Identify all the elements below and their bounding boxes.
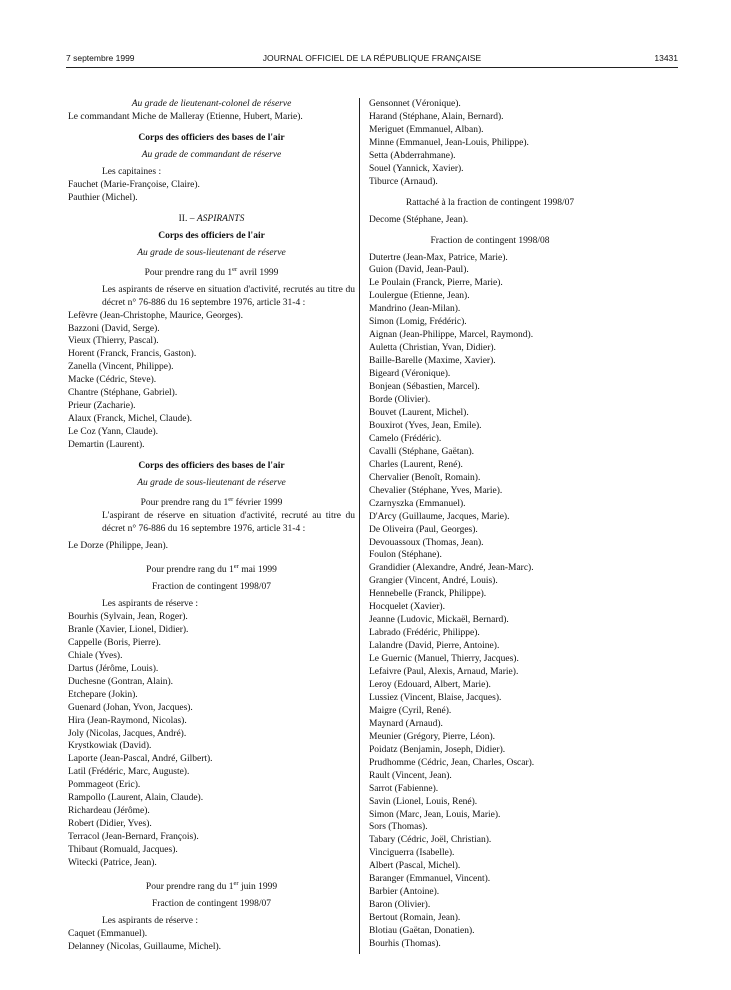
list-item: Cappelle (Boris, Pierre).	[68, 637, 161, 648]
list-item: Bourhis (Thomas).	[369, 939, 441, 950]
list-item: Minne (Emmanuel, Jean-Louis, Philippe).	[369, 137, 529, 148]
list-item: Caquet (Emmanuel).	[68, 929, 148, 939]
list-item: Harand (Stéphane, Alain, Bernard).	[369, 111, 504, 122]
decree-intro: Les aspirants de réserve en situation d'activité, recrutés au titre du décret n° 76-886 du 16 septembre 1976, article 31-4 :	[102, 284, 355, 308]
right-column	[369, 98, 611, 951]
list-item: Borde (Olivier).	[369, 395, 431, 406]
list-item: Branle (Xavier, Lionel, Didier).	[68, 624, 189, 635]
list-item: Horent (Franck, Francis, Gaston).	[68, 349, 197, 360]
list-item: Loulergue (Etienne, Jean).	[369, 291, 470, 302]
list-item: Setta (Abderrahmane).	[369, 150, 456, 161]
list-item: Bazzoni (David, Serge).	[68, 323, 160, 334]
list-item: Baron (Olivier).	[369, 900, 431, 911]
section-heading	[68, 213, 355, 226]
page-header	[66, 53, 678, 67]
list-item: Lefèvre (Jean-Christophe, Maurice, Georges).	[68, 310, 243, 321]
rank-date: Pour prendre rang du 1er avril 1999	[144, 265, 279, 278]
list-item: Blotiau (Gaëtan, Donatien).	[369, 926, 475, 937]
list-item: Lussiez (Vincent, Blaise, Jacques).	[369, 692, 502, 703]
officer-name: Le commandant Miche de Malleray (Etienne, Hubert, Marie).	[68, 111, 303, 122]
corps-heading: Corps des officiers des bases de l'air	[138, 132, 285, 143]
list-item: Grandidier (Alexandre, André, Jean-Marc).	[369, 563, 534, 574]
header-rule	[66, 67, 678, 68]
list-item: Bonjean (Sébastien, Marcel).	[369, 382, 480, 393]
name-list	[369, 98, 611, 189]
list-item: Labrado (Frédéric, Philippe).	[369, 628, 480, 639]
list-item: Bourhis (Sylvain, Jean, Roger).	[68, 611, 188, 622]
grade-heading: Au grade de commandant de réserve	[141, 149, 282, 160]
name-list	[68, 310, 355, 452]
list-intro: Les aspirants de réserve :	[102, 916, 199, 927]
list-item: Maigre (Cyril, René).	[369, 705, 452, 716]
list-item: Baranger (Emmanuel, Vincent).	[369, 874, 491, 885]
list-item: Savin (Lionel, Louis, René).	[369, 796, 478, 807]
list-item: Chervalier (Benoît, Romain).	[369, 472, 481, 483]
list-item: Guion (David, Jean-Paul).	[369, 265, 469, 276]
list-item: Bouvet (Laurent, Michel).	[369, 407, 469, 418]
list-item: Meunier (Grégory, Pierre, Léon).	[369, 731, 496, 742]
list-item: Hocquelet (Xavier).	[369, 602, 445, 613]
list-item: Robert (Didier, Yves).	[68, 819, 152, 830]
list-item: Auletta (Christian, Yvan, Didier).	[369, 343, 496, 354]
header-page-number: 13431	[654, 53, 678, 63]
list-item: Simon (Marc, Jean, Louis, Marie).	[369, 809, 501, 820]
list-item: Grangier (Vincent, André, Louis).	[369, 576, 498, 587]
list-item: Souel (Yannick, Xavier).	[369, 163, 464, 174]
list-item: Thibaut (Romuald, Jacques).	[68, 845, 178, 856]
list-item: Bertout (Romain, Jean).	[369, 913, 461, 924]
contingent-fraction: Fraction de contingent 1998/07	[152, 582, 271, 593]
decree-intro: L'aspirant de réserve en situation d'activité, recruté au titre du décret n° 76-886 du 16 septembre 1976, article 31-4 :	[102, 511, 355, 534]
list-item: Baille-Barelle (Maxime, Xavier).	[369, 356, 496, 367]
list-item: Prieur (Zacharie).	[68, 401, 136, 412]
list-item: D'Arcy (Guillaume, Jacques, Marie).	[369, 511, 510, 522]
list-item: Hira (Jean-Raymond, Nicolas).	[68, 715, 187, 726]
list-item: Prudhomme (Cédric, Jean, Charles, Oscar).	[369, 757, 535, 768]
corps-heading: Corps des officiers des bases de l'air	[138, 461, 285, 472]
name-list	[68, 611, 355, 870]
list-item: Vinciguerra (Isabelle).	[369, 848, 455, 859]
list-item: Simon (Lomig, Frédéric).	[369, 317, 467, 328]
list-item: Terracol (Jean-Bernard, François).	[68, 832, 199, 843]
list-item: Fauchet (Marie-Françoise, Claire).	[68, 179, 200, 190]
list-item: Le Guernic (Manuel, Thierry, Jacques).	[369, 654, 519, 665]
list-item: Cavalli (Stéphane, Gaëtan).	[369, 446, 474, 457]
list-item: Sarrot (Fabienne).	[369, 783, 439, 794]
list-item: Chiale (Yves).	[68, 650, 123, 661]
list-item: Tabary (Cédric, Joël, Christian).	[369, 835, 492, 846]
list-item: Camelo (Frédéric).	[369, 433, 442, 444]
list-item: Le Poulain (Franck, Pierre, Marie).	[369, 278, 503, 289]
list-item: Dartus (Jérôme, Louis).	[68, 663, 159, 674]
list-item: Latil (Frédéric, Marc, Auguste).	[68, 767, 190, 778]
list-item: Vieux (Thierry, Pascal).	[68, 336, 159, 347]
list-item: Devouassoux (Thomas, Jean).	[369, 537, 484, 548]
section-number: II. –	[178, 213, 197, 224]
list-item: Chevalier (Stéphane, Yves, Marie).	[369, 485, 503, 496]
list-item: Zanella (Vincent, Philippe).	[68, 362, 174, 373]
list-item: Jeanne (Ludovic, Mickaël, Bernard).	[369, 615, 509, 626]
header-title: JOURNAL OFFICIEL DE LA RÉPUBLIQUE FRANÇAISE	[262, 53, 482, 63]
list-item: Czarnyszka (Emmanuel).	[369, 498, 466, 509]
list-item: Krystkowiak (David).	[68, 741, 152, 752]
list-item: De Oliveira (Paul, Georges).	[369, 524, 478, 535]
grade-heading: Au grade de lieutenant-colonel de réserve	[131, 99, 292, 109]
column-divider	[359, 98, 360, 954]
list-item: Pommageot (Eric).	[68, 780, 141, 791]
list-item: Dutertre (Jean-Max, Patrice, Marie).	[369, 252, 508, 263]
list-item: Tiburce (Arnaud).	[369, 176, 438, 187]
header-date: 7 septembre 1999	[66, 53, 135, 63]
list-item: Etchepare (Jokin).	[68, 689, 138, 700]
list-item: Chantre (Stéphane, Gabriel).	[68, 388, 178, 399]
list-item: Hennebelle (Franck, Philippe).	[369, 589, 487, 600]
list-item: Alaux (Franck, Michel, Claude).	[68, 414, 192, 425]
section-title: ASPIRANTS	[196, 213, 245, 224]
list-item: Maynard (Arnaud).	[369, 718, 443, 729]
list-item: Barbier (Antoine).	[369, 887, 440, 898]
list-item: Joly (Nicolas, Jacques, André).	[68, 728, 187, 739]
officer-name: Le Dorze (Philippe, Jean).	[68, 540, 168, 551]
list-item: Mandrino (Jean-Milan).	[369, 304, 461, 315]
list-item: Bouxirot (Yves, Jean, Emile).	[369, 420, 482, 431]
list-item: Gensonnet (Véronique).	[369, 99, 461, 109]
corps-heading: Corps des officiers de l'air	[158, 230, 265, 241]
list-item: Rault (Vincent, Jean).	[369, 770, 452, 781]
list-item: Duchesne (Gontran, Alain).	[68, 676, 173, 687]
grade-heading: Au grade de sous-lieutenant de réserve	[137, 247, 286, 258]
grade-heading: Au grade de sous-lieutenant de réserve	[137, 477, 286, 488]
list-item: Aignan (Jean-Philippe, Marcel, Raymond).	[369, 330, 534, 341]
list-item: Pauthier (Michel).	[68, 192, 138, 203]
list-item: Guenard (Johan, Yvon, Jacques).	[68, 702, 193, 713]
list-item: Lefaivre (Paul, Alexis, Arnaud, Marie).	[369, 667, 519, 678]
officer-name: Decome (Stéphane, Jean).	[369, 214, 469, 225]
list-item: Demartin (Laurent).	[68, 440, 145, 451]
list-item: Delanney (Nicolas, Guillaume, Michel).	[68, 941, 222, 952]
rank-date: Pour prendre rang du 1er mai 1999	[146, 562, 277, 576]
contingent-fraction: Fraction de contingent 1998/07	[152, 899, 271, 910]
contingent-fraction: Fraction de contingent 1998/08	[430, 235, 550, 246]
name-list	[68, 928, 355, 954]
contingent-fraction: Rattaché à la fraction de contingent 1998/07	[405, 197, 575, 208]
rank-date: Pour prendre rang du 1er juin 1999	[145, 879, 278, 893]
list-item: Richardeau (Jérôme).	[68, 806, 150, 817]
list-item: Bigeard (Véronique).	[369, 369, 451, 380]
rank-date: Pour prendre rang du 1er février 1999	[140, 495, 283, 509]
list-item: Foulon (Stéphane).	[369, 550, 442, 561]
list-item: Macke (Cédric, Steve).	[68, 375, 157, 386]
name-list	[369, 252, 611, 951]
list-item: Laporte (Jean-Pascal, André, Gilbert).	[68, 754, 213, 765]
list-item: Rampollo (Laurent, Alain, Claude).	[68, 793, 204, 804]
left-column	[68, 98, 355, 954]
list-intro: Les aspirants de réserve :	[102, 598, 199, 609]
list-item: Lalandre (David, Pierre, Antoine).	[369, 641, 500, 652]
list-item: Albert (Pascal, Michel).	[369, 861, 461, 872]
list-item: Meriguet (Emmanuel, Alban).	[369, 124, 484, 135]
list-intro: Les capitaines :	[102, 166, 162, 177]
list-item: Witecki (Patrice, Jean).	[68, 858, 157, 869]
list-item: Poidatz (Benjamin, Joseph, Didier).	[369, 744, 506, 755]
list-item: Leroy (Edouard, Albert, Marie).	[369, 679, 491, 690]
name-list	[68, 179, 355, 205]
list-item: Sors (Thomas).	[369, 822, 428, 833]
list-item: Charles (Laurent, René).	[369, 459, 463, 470]
list-item: Le Coz (Yann, Claude).	[68, 427, 159, 438]
